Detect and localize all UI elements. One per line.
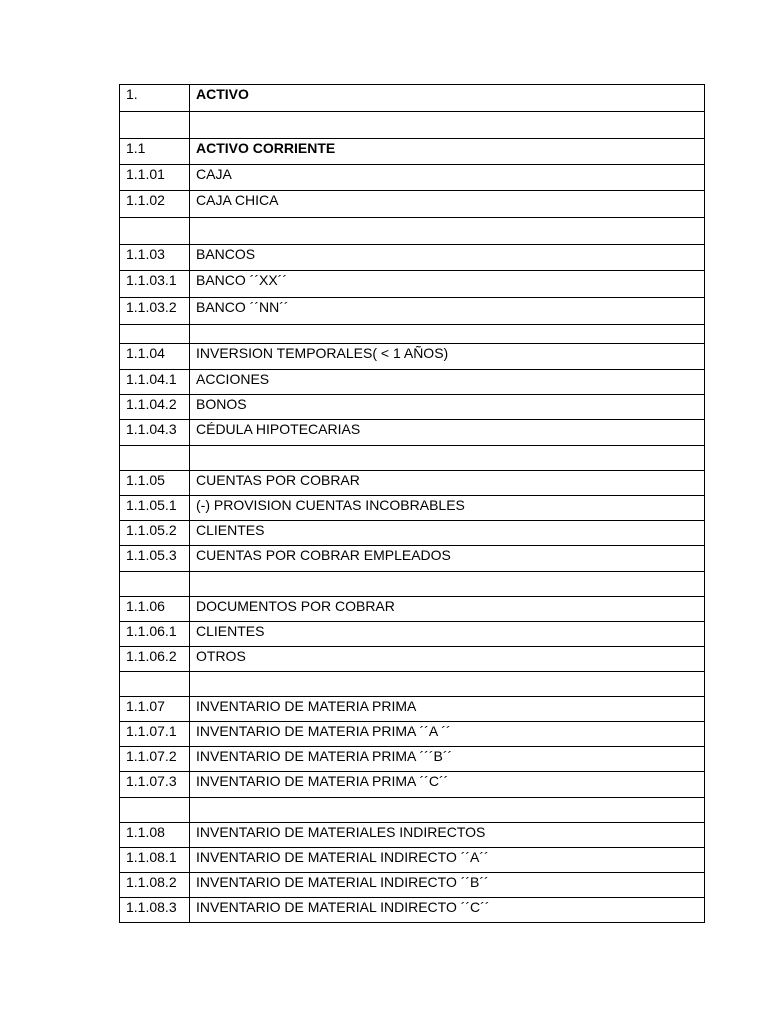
- account-name: INVENTARIO DE MATERIAL INDIRECTO ´´A´´: [196, 849, 489, 865]
- account-code-cell: [120, 647, 190, 671]
- account-code: 1.1.04: [126, 345, 165, 361]
- table-row: [119, 85, 705, 112]
- account-name: CUENTAS POR COBRAR EMPLEADOS: [196, 547, 451, 563]
- account-code: 1.1.05: [126, 472, 165, 488]
- account-code-cell: [120, 848, 190, 872]
- account-code: 1.1.03.1: [126, 272, 177, 288]
- table-row: [119, 298, 705, 325]
- account-name: CAJA: [196, 166, 232, 182]
- table-row: [119, 722, 705, 747]
- account-name: INVENTARIO DE MATERIALES INDIRECTOS: [196, 824, 486, 840]
- account-code-cell: [120, 823, 190, 847]
- account-name: BONOS: [196, 396, 247, 412]
- account-code-cell: [120, 471, 190, 495]
- account-code: 1.1.08: [126, 824, 165, 840]
- account-name: ACTIVO: [196, 86, 249, 102]
- account-code: 1.1.04.2: [126, 396, 177, 412]
- chart-of-accounts-table: [119, 84, 705, 923]
- table-row: [119, 597, 705, 622]
- table-row: [119, 395, 705, 420]
- account-name-cell: [190, 898, 704, 922]
- table-row: [119, 344, 705, 370]
- account-name-cell: [190, 165, 704, 190]
- table-row: [119, 798, 705, 823]
- account-name-cell: [190, 672, 704, 696]
- account-name: CUENTAS POR COBRAR: [196, 472, 360, 488]
- account-code: 1.: [126, 86, 138, 102]
- account-name: (-) PROVISION CUENTAS INCOBRABLES: [196, 497, 465, 513]
- account-name-cell: [190, 370, 704, 394]
- account-name-cell: [190, 298, 704, 324]
- account-name-cell: [190, 245, 704, 270]
- account-name-cell: [190, 218, 704, 244]
- account-code-cell: [120, 344, 190, 369]
- table-row: [119, 471, 705, 496]
- account-name-cell: [190, 112, 704, 138]
- table-row: [119, 370, 705, 395]
- table-row: [119, 139, 705, 165]
- account-code: 1.1.05.2: [126, 522, 177, 538]
- table-row: [119, 218, 705, 245]
- account-name-cell: [190, 85, 704, 111]
- table-row: [119, 898, 705, 923]
- account-name-cell: [190, 798, 704, 822]
- account-name-cell: [190, 271, 704, 297]
- account-code: 1.1.06: [126, 598, 165, 614]
- account-code: 1.1.03.2: [126, 299, 177, 315]
- account-code-cell: [120, 496, 190, 520]
- account-name: ACCIONES: [196, 371, 270, 387]
- account-code: 1.1.04.1: [126, 371, 177, 387]
- account-code-cell: [120, 747, 190, 771]
- account-name-cell: [190, 139, 704, 164]
- account-name-cell: [190, 446, 704, 470]
- account-name: BANCO ´´NN´´: [196, 299, 289, 315]
- table-row: [119, 165, 705, 191]
- account-code: 1.1: [126, 140, 146, 156]
- account-name: ACTIVO CORRIENTE: [196, 140, 336, 156]
- account-code-cell: [120, 597, 190, 621]
- account-name-cell: [190, 191, 704, 217]
- account-name-cell: [190, 325, 704, 343]
- account-name: INVERSION TEMPORALES( < 1 AÑOS): [196, 345, 449, 361]
- account-name: INVENTARIO DE MATERIA PRIMA: [196, 698, 417, 714]
- table-row: [119, 697, 705, 722]
- account-name: BANCOS: [196, 246, 256, 262]
- account-code: 1.1.03: [126, 246, 165, 262]
- account-code-cell: [120, 395, 190, 419]
- account-code-cell: [120, 572, 190, 596]
- table-row: [119, 873, 705, 898]
- account-name-cell: [190, 647, 704, 671]
- account-name-cell: [190, 848, 704, 872]
- account-name: CLIENTES: [196, 522, 265, 538]
- account-name-cell: [190, 622, 704, 646]
- account-code: 1.1.04.3: [126, 421, 177, 437]
- account-name-cell: [190, 344, 704, 369]
- account-name: INVENTARIO DE MATERIAL INDIRECTO ´´B´´: [196, 874, 489, 890]
- table-row: [119, 521, 705, 546]
- account-code-cell: [120, 420, 190, 445]
- account-code: 1.1.01: [126, 166, 165, 182]
- table-row: [119, 112, 705, 139]
- account-code: 1.1.05.1: [126, 497, 177, 513]
- account-code-cell: [120, 298, 190, 324]
- account-name: CLIENTES: [196, 623, 265, 639]
- account-code: 1.1.06.1: [126, 623, 177, 639]
- account-name-cell: [190, 873, 704, 897]
- account-name: INVENTARIO DE MATERIA PRIMA ´´A ´´: [196, 723, 451, 739]
- account-code-cell: [120, 218, 190, 244]
- account-name: CÉDULA HIPOTECARIAS: [196, 421, 361, 437]
- account-name-cell: [190, 697, 704, 721]
- account-name-cell: [190, 471, 704, 495]
- table-row: [119, 848, 705, 873]
- account-name: INVENTARIO DE MATERIAL INDIRECTO ´´C´´: [196, 899, 490, 915]
- account-code: 1.1.07.2: [126, 748, 177, 764]
- account-code: 1.1.08.3: [126, 899, 177, 915]
- account-name: INVENTARIO DE MATERIA PRIMA ´´C´´: [196, 773, 449, 789]
- table-row: [119, 325, 705, 344]
- table-row: [119, 647, 705, 672]
- account-code: 1.1.08.1: [126, 849, 177, 865]
- account-code-cell: [120, 672, 190, 696]
- account-name-cell: [190, 496, 704, 520]
- table-row: [119, 772, 705, 798]
- table-row: [119, 496, 705, 521]
- account-name: INVENTARIO DE MATERIA PRIMA ´´´B´´: [196, 748, 453, 764]
- account-name: CAJA CHICA: [196, 192, 279, 208]
- account-name-cell: [190, 597, 704, 621]
- account-code-cell: [120, 446, 190, 470]
- account-code-cell: [120, 325, 190, 343]
- account-code: 1.1.07: [126, 698, 165, 714]
- account-code-cell: [120, 271, 190, 297]
- account-name-cell: [190, 572, 704, 596]
- account-code-cell: [120, 873, 190, 897]
- account-code: 1.1.05.3: [126, 547, 177, 563]
- account-name-cell: [190, 521, 704, 545]
- account-name: OTROS: [196, 648, 246, 664]
- table-row: [119, 420, 705, 446]
- account-code-cell: [120, 697, 190, 721]
- table-row: [119, 823, 705, 848]
- account-code-cell: [120, 772, 190, 797]
- account-code-cell: [120, 798, 190, 822]
- account-name-cell: [190, 395, 704, 419]
- account-code-cell: [120, 722, 190, 746]
- table-row: [119, 747, 705, 772]
- account-name-cell: [190, 722, 704, 746]
- table-row: [119, 572, 705, 597]
- account-code: 1.1.02: [126, 192, 165, 208]
- account-code-cell: [120, 165, 190, 190]
- table-row: [119, 271, 705, 298]
- account-code: 1.1.07.1: [126, 723, 177, 739]
- account-name-cell: [190, 747, 704, 771]
- table-row: [119, 446, 705, 471]
- table-row: [119, 245, 705, 271]
- table-row: [119, 546, 705, 572]
- account-code-cell: [120, 191, 190, 217]
- account-name-cell: [190, 546, 704, 571]
- account-code-cell: [120, 622, 190, 646]
- account-code: 1.1.06.2: [126, 648, 177, 664]
- account-name-cell: [190, 420, 704, 445]
- account-name: DOCUMENTOS POR COBRAR: [196, 598, 395, 614]
- account-code-cell: [120, 370, 190, 394]
- account-code: 1.1.07.3: [126, 773, 177, 789]
- table-row: [119, 622, 705, 647]
- account-code-cell: [120, 85, 190, 111]
- account-name: BANCO ´´XX´´: [196, 272, 287, 288]
- account-code-cell: [120, 546, 190, 571]
- table-row: [119, 191, 705, 218]
- account-code-cell: [120, 112, 190, 138]
- account-code-cell: [120, 139, 190, 164]
- account-name-cell: [190, 823, 704, 847]
- account-name-cell: [190, 772, 704, 797]
- account-code: 1.1.08.2: [126, 874, 177, 890]
- account-code-cell: [120, 245, 190, 270]
- table-row: [119, 672, 705, 697]
- account-code-cell: [120, 898, 190, 922]
- account-code-cell: [120, 521, 190, 545]
